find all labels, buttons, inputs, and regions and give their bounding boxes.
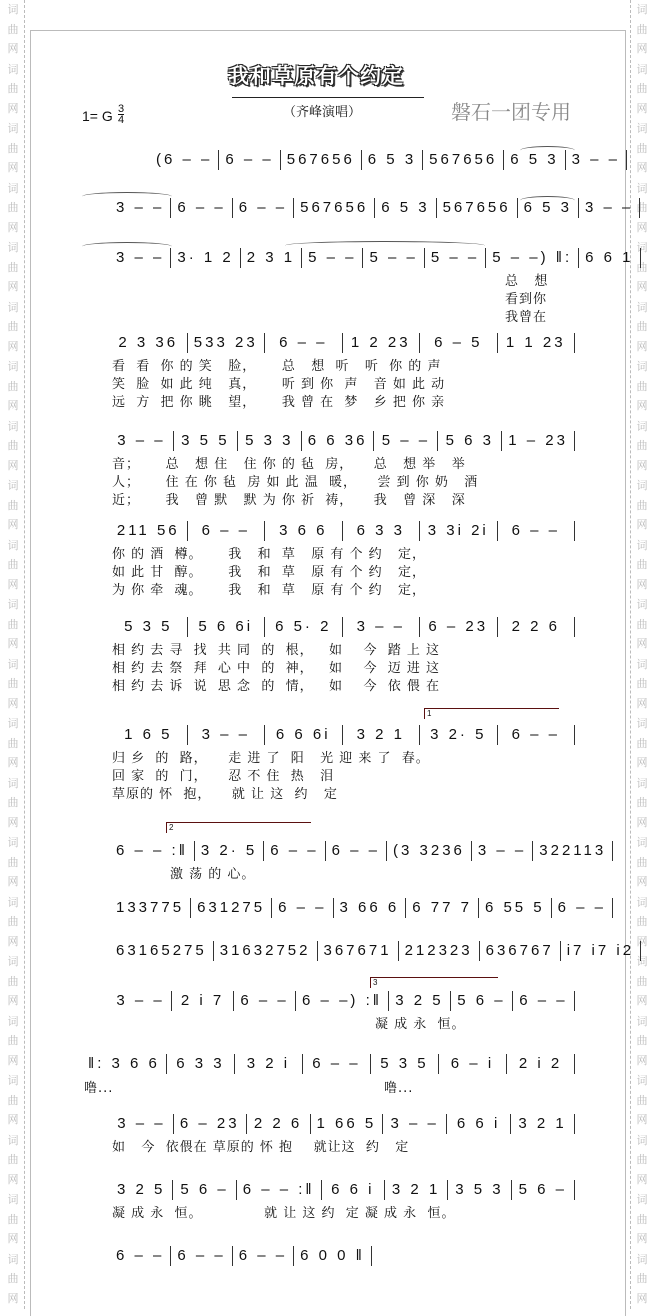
watermark-char: 网 — [7, 577, 19, 591]
lyric-line: 草原的 怀 抱， 就 让 这 约 定 — [112, 787, 338, 802]
lyric-line: 凝 成 永 恒。 就 让 这 约 定 凝 成 永 恒。 — [112, 1206, 456, 1221]
watermark-char: 曲 — [636, 617, 648, 631]
staff-row — [150, 150, 620, 170]
measure: 1 6 5 — [110, 725, 188, 745]
watermark-char: 曲 — [636, 82, 648, 95]
watermark-char: 词 — [7, 1252, 19, 1266]
measure: 3 – – — [110, 1114, 174, 1134]
watermark-char: 词 — [7, 300, 19, 314]
measure: 6 – – — [264, 841, 325, 861]
lyric-line: 激 荡 的 心。 — [170, 867, 256, 882]
lyric-line: 凝 成 永 恒。 — [375, 1017, 466, 1032]
staff-row — [110, 1114, 575, 1134]
staff-row — [110, 198, 634, 218]
watermark-char: 曲 — [7, 974, 19, 988]
measure: 6 – – — [498, 521, 576, 541]
watermark-char: 词 — [636, 62, 648, 76]
lyric-line: 噜... — [84, 1081, 114, 1096]
time-top: 3 — [118, 103, 125, 115]
watermark-char: 词 — [636, 479, 648, 492]
measure: 6 – –) :‖ — [296, 991, 389, 1011]
watermark-char: 词 — [636, 598, 648, 611]
measure: 6 – 23 — [174, 1114, 247, 1134]
watermark-char: 曲 — [636, 1093, 648, 1107]
measure: 6 3 3 — [343, 521, 421, 541]
measure: 6 – – :‖ — [237, 1180, 322, 1200]
measure: 567656 — [294, 198, 375, 218]
watermark-char: 曲 — [7, 677, 19, 690]
measure: 5 6 3 — [438, 431, 502, 451]
watermark-char: 网 — [636, 339, 648, 353]
watermark-char: 网 — [636, 994, 648, 1007]
measure: 6 – – — [498, 725, 576, 745]
measure: 2 2 6 — [498, 617, 576, 637]
watermark-char: 网 — [636, 161, 648, 174]
measure: i7 i7 i2 — [561, 941, 641, 961]
measure: 6 6 6i — [265, 725, 343, 745]
measure: 6 – – — [265, 333, 343, 353]
watermark-char: 网 — [636, 577, 648, 591]
measure: 2 i 2 — [507, 1054, 575, 1074]
watermark-char: 曲 — [636, 379, 648, 393]
staff-row — [110, 617, 575, 637]
measure: 567656 — [281, 150, 362, 170]
staff-row — [110, 1246, 365, 1266]
measure: 212323 — [399, 941, 480, 961]
measure: 3 – – — [566, 150, 627, 170]
slur-mark — [82, 242, 172, 251]
watermark-char: 词 — [636, 1074, 648, 1087]
measure: 6 3 3 — [167, 1054, 235, 1074]
watermark-char: 网 — [636, 1172, 648, 1186]
staff-row — [82, 1054, 575, 1074]
measure: 6 – i — [439, 1054, 507, 1074]
watermark-char: 曲 — [636, 558, 648, 571]
measure: 6 – – — [272, 898, 333, 918]
watermark-char: 曲 — [636, 736, 648, 750]
measure: 2 3 36 — [110, 333, 188, 353]
watermark-char: 词 — [636, 3, 648, 16]
watermark-char: 词 — [636, 300, 648, 314]
measure: 3 2 1 — [511, 1114, 575, 1134]
watermark-char: 曲 — [636, 1212, 648, 1226]
lyric-line: 噜... — [384, 1081, 414, 1096]
lyric-line: 看 看 你 的 笑 脸， 总 想 听 听 你 的 声 — [112, 359, 442, 374]
staff-row — [110, 841, 607, 861]
measure: 3 2 5 — [389, 991, 451, 1011]
watermark-char: 词 — [636, 776, 648, 790]
measure: 5 6 6i — [188, 617, 266, 637]
watermark-char: 曲 — [7, 201, 19, 214]
watermark-char: 曲 — [7, 320, 19, 333]
watermark-char: 词 — [7, 1193, 19, 1206]
lyric-line: 近； 我 曾 默 默 为 你 祈 祷， 我 曾 深 深 — [112, 493, 466, 508]
watermark-char: 网 — [7, 161, 19, 174]
watermark-char: 词 — [636, 419, 648, 433]
measure: 6 – – — [171, 198, 232, 218]
watermark-char: 曲 — [636, 796, 648, 809]
slur-mark — [82, 192, 172, 201]
measure: 3 – – — [110, 431, 174, 451]
watermark-char: 网 — [636, 815, 648, 829]
measure: 5 – – — [302, 248, 363, 268]
watermark-char: 曲 — [636, 498, 648, 512]
watermark-char: 网 — [7, 994, 19, 1007]
measure: 3 5 5 — [174, 431, 238, 451]
watermark-char: 曲 — [7, 260, 19, 274]
staff-row — [110, 521, 575, 541]
watermark-char: 网 — [7, 815, 19, 829]
slur-mark — [520, 146, 575, 155]
watermark-char: 网 — [7, 101, 19, 115]
watermark-char: 词 — [636, 241, 648, 254]
measure: 3 3i 2i — [420, 521, 498, 541]
singer-credit: （齐峰演唱） — [283, 105, 362, 120]
watermark-char: 曲 — [7, 82, 19, 95]
watermark-char: 词 — [636, 181, 648, 195]
watermark-char: 词 — [7, 479, 19, 492]
watermark-char: 曲 — [636, 1034, 648, 1047]
watermark-char: 网 — [636, 518, 648, 531]
measure: 6 – – — [552, 898, 613, 918]
measure: 3 – – — [472, 841, 533, 861]
measure: 3 – – — [579, 198, 640, 218]
measure: (3 3236 — [387, 841, 472, 861]
staff-row — [110, 941, 635, 961]
watermark-char: 曲 — [636, 22, 648, 36]
measure: 6 – – — [188, 521, 266, 541]
watermark-char: 词 — [636, 122, 648, 135]
watermark-char: 词 — [636, 717, 648, 730]
measure: 567656 — [437, 198, 518, 218]
measure: 322113 — [533, 841, 613, 861]
measure: 5 6 – — [173, 1180, 236, 1200]
measure: 6 – – — [110, 1246, 171, 1266]
watermark-char: 曲 — [7, 855, 19, 869]
watermark-char: 网 — [7, 756, 19, 769]
watermark-char: 词 — [636, 360, 648, 373]
watermark-char: 网 — [7, 220, 19, 234]
watermark-char: 词 — [7, 419, 19, 433]
lyric-line: 我曾在 — [505, 310, 548, 325]
watermark-char: 网 — [636, 1291, 648, 1305]
lyric-line: 归 乡 的 路， 走 进 了 阳 光 迎 来 了 春。 — [112, 751, 430, 766]
measure: 631275 — [191, 898, 272, 918]
measure: 211 56 — [110, 521, 188, 541]
lyric-line: 看到你 — [505, 292, 548, 307]
watermark-char: 曲 — [7, 22, 19, 36]
staff-row — [110, 333, 575, 353]
watermark-char: 网 — [7, 696, 19, 710]
measure: 133775 — [110, 898, 191, 918]
lyric-line: 相 约 去 寻 找 共 同 的 根， 如 今 踏 上 这 — [112, 643, 441, 658]
watermark-char: 网 — [636, 756, 648, 769]
volta-bracket: 1 — [424, 708, 559, 719]
watermark-char: 词 — [636, 1193, 648, 1206]
watermark-char: 曲 — [7, 439, 19, 452]
lyric-line: 远 方 把 你 眺 望， 我 曾 在 梦 乡 把 你 亲 — [112, 395, 446, 410]
staff-row — [110, 248, 634, 268]
watermark-char: 曲 — [636, 141, 648, 155]
watermark-char: 词 — [7, 717, 19, 730]
measure: 5 6 – — [512, 1180, 575, 1200]
watermark-char: 曲 — [7, 558, 19, 571]
measure: 6 6 1 — [579, 248, 640, 268]
measure: 1 – 23 — [502, 431, 575, 451]
staff-row — [110, 991, 575, 1011]
measure: ‖: 3 6 6 — [82, 1054, 167, 1074]
watermark-char: 网 — [7, 339, 19, 353]
watermark-char: 曲 — [7, 915, 19, 928]
watermark-char: 网 — [636, 875, 648, 888]
staff-row — [110, 1180, 575, 1200]
time-bottom: 4 — [118, 114, 125, 126]
watermark-char: 网 — [7, 458, 19, 472]
measure: 3 2 1 — [385, 1180, 448, 1200]
watermark-char: 网 — [7, 399, 19, 412]
watermark-char: 词 — [7, 181, 19, 195]
measure: 636767 — [480, 941, 561, 961]
volta-bracket: 2 — [166, 822, 311, 833]
measure: 5 3 5 — [371, 1054, 439, 1074]
watermark-char: 曲 — [7, 498, 19, 512]
measure: 6 5 3 — [518, 198, 579, 218]
lyric-line: 如 今 依偎在 草原的 怀 抱 就让这 约 定 — [112, 1140, 410, 1155]
measure: 3 – – — [110, 991, 172, 1011]
measure: 1 66 5 — [311, 1114, 384, 1134]
measure: 1 2 23 — [343, 333, 421, 353]
measure: (6 – – — [150, 150, 219, 170]
watermark-char: 网 — [636, 1053, 648, 1067]
watermark-char: 曲 — [7, 796, 19, 809]
lyric-line: 如 此 甘 醇。 我 和 草 原 有 个 约 定， — [112, 565, 427, 580]
watermark-char: 网 — [636, 934, 648, 948]
owner-label: 磐石一团专用 — [451, 100, 571, 124]
watermark-char: 词 — [7, 1074, 19, 1087]
watermark-char: 词 — [7, 657, 19, 671]
measure: 5 – –) ‖: — [486, 248, 579, 268]
watermark-char: 词 — [7, 1014, 19, 1028]
watermark-char: 曲 — [636, 855, 648, 869]
watermark-char: 网 — [7, 1232, 19, 1245]
watermark-char: 曲 — [636, 320, 648, 333]
measure: 3 – – — [110, 198, 171, 218]
measure: 6 – – — [303, 1054, 371, 1074]
staff-row — [110, 898, 607, 918]
lyric-line: 相 约 去 诉 说 思 念 的 情， 如 今 依 偎 在 — [112, 679, 441, 694]
watermark-char: 词 — [636, 1133, 648, 1147]
watermark-char: 词 — [636, 955, 648, 968]
watermark-char: 词 — [636, 836, 648, 849]
watermark-char: 网 — [636, 637, 648, 650]
watermark-char: 词 — [7, 360, 19, 373]
lyric-line: 音； 总 想 住 住 你 的 毡 房， 总 想 举 举 — [112, 457, 466, 472]
watermark-right — [630, 0, 653, 1309]
watermark-char: 网 — [636, 399, 648, 412]
measure: 3 – – — [110, 248, 171, 268]
measure: 6 – – — [234, 991, 296, 1011]
watermark-char: 词 — [7, 895, 19, 909]
watermark-char: 曲 — [636, 439, 648, 452]
watermark-char: 词 — [636, 895, 648, 909]
lyric-line: 为 你 牵 魂。 我 和 草 原 有 个 约 定， — [112, 583, 427, 598]
measure: 6 6 i — [447, 1114, 511, 1134]
measure: 6 77 7 — [406, 898, 479, 918]
watermark-char: 曲 — [7, 1272, 19, 1285]
measure: 5 – – — [425, 248, 486, 268]
measure: 6 – 23 — [420, 617, 498, 637]
measure: 533 23 — [188, 333, 266, 353]
watermark-char: 词 — [7, 241, 19, 254]
measure: 3 – – — [188, 725, 266, 745]
measure: 3· 1 2 — [171, 248, 240, 268]
watermark-char: 网 — [7, 1172, 19, 1186]
staff-row — [110, 431, 575, 451]
watermark-char: 词 — [7, 598, 19, 611]
measure: 5 – – — [363, 248, 424, 268]
measure: 6 55 5 — [479, 898, 552, 918]
lyric-line: 人； 住 在 你 毡 房 如 此 温 暖， 尝 到 你 奶 酒 — [112, 475, 479, 490]
measure: 1 1 23 — [498, 333, 576, 353]
measure: 6 5 3 — [375, 198, 436, 218]
watermark-char: 网 — [7, 518, 19, 531]
watermark-char: 词 — [636, 657, 648, 671]
measure: 6 – – — [326, 841, 387, 861]
measure: 3 2· 5 — [195, 841, 264, 861]
watermark-char: 网 — [636, 458, 648, 472]
watermark-char: 词 — [7, 538, 19, 552]
measure: 6 – – — [171, 1246, 232, 1266]
measure: 2 i 7 — [172, 991, 234, 1011]
measure: 3 66 6 — [334, 898, 407, 918]
key-signature: 1= G — [82, 108, 113, 124]
watermark-char: 网 — [636, 696, 648, 710]
volta-bracket: 3 — [370, 977, 498, 988]
measure: 63165275 — [110, 941, 214, 961]
watermark-char: 词 — [7, 955, 19, 968]
lyric-line: 回 家 的 门， 忍 不 住 热 泪 — [112, 769, 335, 784]
measure: 6 5· 2 — [265, 617, 343, 637]
measure: 367671 — [318, 941, 399, 961]
watermark-char: 曲 — [7, 1034, 19, 1047]
watermark-char: 曲 — [636, 974, 648, 988]
watermark-char: 网 — [636, 280, 648, 293]
watermark-char: 曲 — [7, 736, 19, 750]
measure: 5 3 3 — [238, 431, 302, 451]
watermark-char: 曲 — [636, 677, 648, 690]
slur-mark — [285, 241, 485, 250]
measure: 3 – – — [343, 617, 421, 637]
measure: 6 – – — [233, 1246, 294, 1266]
measure: 3 2 1 — [343, 725, 421, 745]
watermark-char: 词 — [7, 776, 19, 790]
watermark-char: 曲 — [636, 1272, 648, 1285]
measure: 6 5 3 — [362, 150, 423, 170]
watermark-char: 网 — [7, 42, 19, 55]
watermark-char: 网 — [7, 1053, 19, 1067]
measure: 3 5 3 — [448, 1180, 511, 1200]
watermark-char: 网 — [636, 42, 648, 55]
watermark-char: 网 — [7, 1113, 19, 1126]
lyric-line: 你 的 酒 樽。 我 和 草 原 有 个 约 定， — [112, 547, 427, 562]
watermark-char: 词 — [636, 1014, 648, 1028]
watermark-char: 网 — [7, 934, 19, 948]
watermark-char: 词 — [7, 122, 19, 135]
staff-row — [110, 725, 575, 745]
watermark-char: 词 — [636, 1252, 648, 1266]
watermark-char: 曲 — [636, 1153, 648, 1166]
title-divider — [232, 97, 424, 98]
slur-mark — [520, 196, 575, 205]
measure: 5 – – — [374, 431, 438, 451]
measure: 6 – – — [513, 991, 575, 1011]
watermark-char: 网 — [636, 220, 648, 234]
watermark-char: 词 — [636, 538, 648, 552]
watermark-char: 曲 — [7, 1212, 19, 1226]
watermark-char: 词 — [7, 836, 19, 849]
lyric-line: 笑 脸 如 此 纯 真， 听 到 你 声 音 如 此 动 — [112, 377, 446, 392]
measure: 3 – – — [383, 1114, 447, 1134]
watermark-char: 词 — [7, 1133, 19, 1147]
watermark-char: 曲 — [7, 1093, 19, 1107]
measure: 6 5 3 — [504, 150, 565, 170]
watermark-left — [2, 0, 25, 1309]
watermark-char: 曲 — [636, 915, 648, 928]
watermark-char: 曲 — [7, 379, 19, 393]
watermark-char: 网 — [7, 1291, 19, 1305]
measure: 6 – – — [219, 150, 280, 170]
lyric-line: 总 想 — [505, 274, 549, 289]
watermark-char: 曲 — [636, 201, 648, 214]
watermark-char: 曲 — [7, 1153, 19, 1166]
watermark-char: 曲 — [7, 617, 19, 631]
measure: 567656 — [423, 150, 504, 170]
measure: 3 2 5 — [110, 1180, 173, 1200]
watermark-char: 网 — [7, 280, 19, 293]
time-signature — [118, 104, 124, 125]
measure: 6 – – :‖ — [110, 841, 195, 861]
watermark-char: 网 — [636, 1113, 648, 1126]
measure: 3 6 6 — [265, 521, 343, 541]
measure: 3 2 i — [235, 1054, 303, 1074]
measure: 2 3 1 — [241, 248, 302, 268]
song-title: 我和草原有个约定 — [228, 64, 404, 88]
watermark-char: 网 — [636, 101, 648, 115]
measure: 6 6 36 — [302, 431, 375, 451]
measure: 2 2 6 — [247, 1114, 311, 1134]
watermark-char: 曲 — [7, 141, 19, 155]
watermark-char: 网 — [636, 1232, 648, 1245]
measure: 3 2· 5 — [420, 725, 498, 745]
measure: 31632752 — [214, 941, 318, 961]
measure: 6 – 5 — [420, 333, 498, 353]
measure: 6 – – — [233, 198, 294, 218]
watermark-char: 曲 — [636, 260, 648, 274]
lyric-line: 相 约 去 祭 拜 心 中 的 神， 如 今 迈 进 这 — [112, 661, 441, 676]
measure: 6 0 0 ‖ — [294, 1246, 372, 1266]
watermark-char: 词 — [7, 62, 19, 76]
measure: 5 3 5 — [110, 617, 188, 637]
watermark-char: 网 — [7, 875, 19, 888]
watermark-char: 词 — [7, 3, 19, 16]
measure: 5 6 – — [451, 991, 513, 1011]
watermark-char: 网 — [7, 637, 19, 650]
measure: 6 6 i — [322, 1180, 385, 1200]
